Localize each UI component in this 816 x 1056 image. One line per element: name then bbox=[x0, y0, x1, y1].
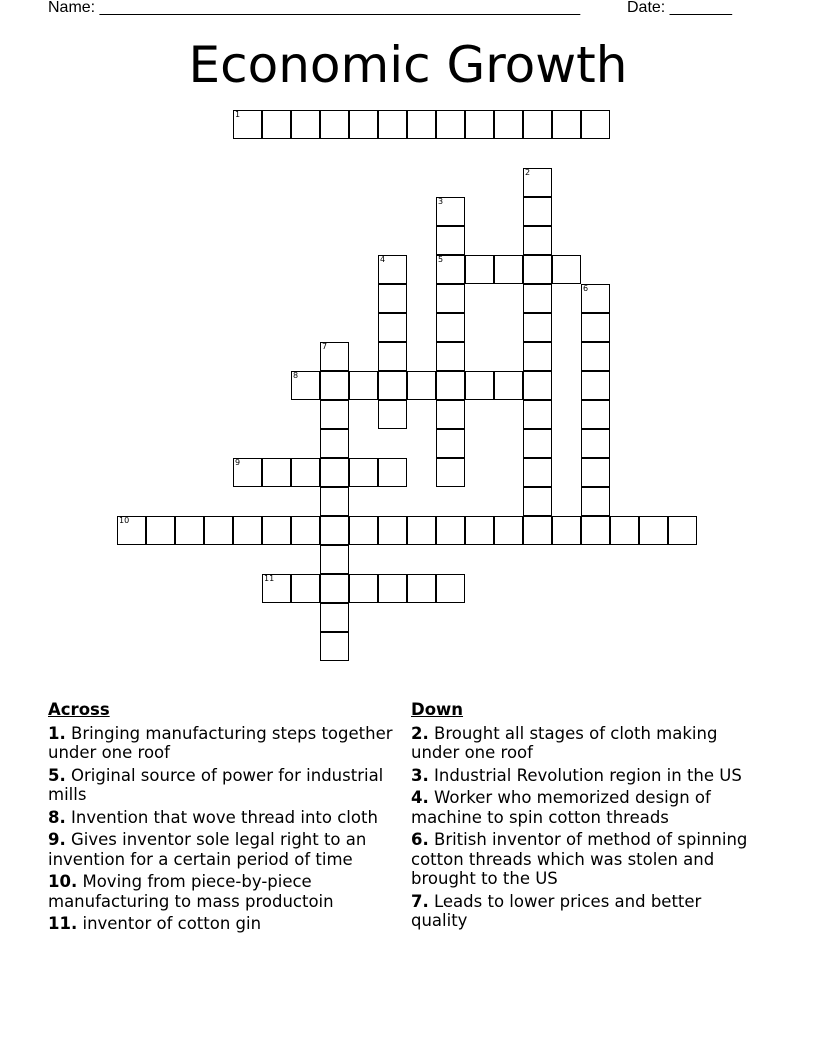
grid-cell[interactable] bbox=[581, 516, 610, 545]
cell-number: 8 bbox=[293, 371, 299, 380]
across-clue bbox=[48, 724, 393, 763]
grid-cell[interactable] bbox=[523, 255, 552, 284]
clue-text: Gives inventor sole legal right to an invention for a certain period of time bbox=[48, 830, 367, 869]
grid-cell[interactable] bbox=[494, 516, 523, 545]
clue-text: Invention that wove thread into cloth bbox=[65, 807, 378, 827]
grid-cell[interactable] bbox=[320, 574, 349, 603]
grid-cell[interactable] bbox=[523, 197, 552, 226]
grid-cell[interactable] bbox=[581, 371, 610, 400]
grid-cell[interactable] bbox=[233, 516, 262, 545]
grid-cell[interactable] bbox=[262, 110, 291, 139]
grid-cell[interactable] bbox=[494, 255, 523, 284]
grid-cell[interactable] bbox=[320, 371, 349, 400]
grid-cell[interactable] bbox=[378, 255, 407, 284]
cell-number: 2 bbox=[525, 168, 531, 177]
grid-cell[interactable] bbox=[581, 400, 610, 429]
grid-cell[interactable] bbox=[523, 110, 552, 139]
grid-cell[interactable] bbox=[523, 168, 552, 197]
cell-number: 1 bbox=[235, 110, 241, 119]
clue-text: Bringing manufacturing steps together under one roof bbox=[48, 723, 393, 762]
grid-cell[interactable] bbox=[523, 342, 552, 371]
grid-cell[interactable] bbox=[291, 516, 320, 545]
grid-cell[interactable] bbox=[320, 110, 349, 139]
down-clues bbox=[411, 700, 756, 934]
grid-cell[interactable] bbox=[523, 458, 552, 487]
down-clue bbox=[411, 788, 756, 827]
grid-cell[interactable] bbox=[581, 487, 610, 516]
grid-cell[interactable] bbox=[378, 400, 407, 429]
across-clues bbox=[48, 700, 393, 937]
grid-cell[interactable] bbox=[581, 313, 610, 342]
down-clue bbox=[411, 830, 756, 889]
cell-number: 10 bbox=[119, 516, 130, 525]
grid-cell[interactable] bbox=[465, 110, 494, 139]
grid-cell[interactable] bbox=[436, 371, 465, 400]
clue-number: 8. bbox=[48, 807, 66, 827]
grid-cell[interactable] bbox=[320, 487, 349, 516]
grid-cell[interactable] bbox=[523, 371, 552, 400]
down-clue bbox=[411, 766, 756, 786]
grid-cell[interactable] bbox=[378, 342, 407, 371]
grid-cell[interactable] bbox=[436, 255, 465, 284]
down-heading: Down bbox=[411, 700, 464, 719]
grid-cell[interactable] bbox=[668, 516, 697, 545]
grid-cell[interactable] bbox=[320, 516, 349, 545]
grid-cell[interactable] bbox=[378, 284, 407, 313]
grid-cell[interactable] bbox=[581, 429, 610, 458]
clue-text: Brought all stages of cloth making under one roof bbox=[411, 723, 718, 762]
grid-cell[interactable] bbox=[494, 110, 523, 139]
clue-number: 3. bbox=[411, 765, 429, 785]
grid-cell[interactable] bbox=[291, 574, 320, 603]
grid-cell[interactable] bbox=[204, 516, 233, 545]
grid-cell[interactable] bbox=[436, 400, 465, 429]
grid-cell[interactable] bbox=[378, 371, 407, 400]
across-clue bbox=[48, 914, 393, 934]
grid-cell[interactable] bbox=[465, 371, 494, 400]
grid-cell[interactable] bbox=[320, 400, 349, 429]
down-clue bbox=[411, 724, 756, 763]
clue-text: Industrial Revolution region in the US bbox=[428, 765, 742, 785]
across-clue bbox=[48, 872, 393, 911]
grid-cell[interactable] bbox=[523, 226, 552, 255]
clue-number: 2. bbox=[411, 723, 429, 743]
grid-cell[interactable] bbox=[581, 342, 610, 371]
clue-number: 1. bbox=[48, 723, 66, 743]
grid-cell[interactable] bbox=[552, 110, 581, 139]
cell-number: 3 bbox=[438, 197, 444, 206]
across-clue bbox=[48, 830, 393, 869]
grid-cell[interactable] bbox=[262, 516, 291, 545]
grid-cell[interactable] bbox=[523, 400, 552, 429]
grid-cell[interactable] bbox=[523, 284, 552, 313]
grid-cell[interactable] bbox=[320, 429, 349, 458]
grid-cell[interactable] bbox=[349, 574, 378, 603]
grid-cell[interactable] bbox=[523, 429, 552, 458]
clue-number: 6. bbox=[411, 830, 429, 849]
grid-cell[interactable] bbox=[436, 110, 465, 139]
clue-text: Original source of power for industrial mills bbox=[48, 765, 384, 804]
cell-number: 4 bbox=[380, 255, 386, 264]
grid-cell[interactable] bbox=[436, 429, 465, 458]
grid-cell[interactable] bbox=[436, 284, 465, 313]
cell-number: 5 bbox=[438, 255, 444, 264]
grid-cell[interactable] bbox=[436, 574, 465, 603]
name-field-line: Name: ______________________________________________________ bbox=[48, 0, 581, 16]
grid-cell[interactable] bbox=[349, 458, 378, 487]
grid-cell[interactable] bbox=[349, 516, 378, 545]
grid-cell[interactable] bbox=[320, 632, 349, 661]
grid-cell[interactable] bbox=[581, 110, 610, 139]
grid-cell[interactable] bbox=[581, 458, 610, 487]
grid-cell[interactable] bbox=[320, 458, 349, 487]
grid-cell[interactable] bbox=[233, 458, 262, 487]
grid-cell[interactable] bbox=[233, 110, 262, 139]
grid-cell[interactable] bbox=[291, 458, 320, 487]
grid-cell[interactable] bbox=[117, 516, 146, 545]
grid-cell[interactable] bbox=[465, 516, 494, 545]
grid-cell[interactable] bbox=[378, 516, 407, 545]
grid-cell[interactable] bbox=[378, 458, 407, 487]
grid-cell[interactable] bbox=[262, 574, 291, 603]
grid-cell[interactable] bbox=[523, 516, 552, 545]
clue-number: 9. bbox=[48, 830, 66, 849]
down-clue bbox=[411, 892, 756, 931]
grid-cell[interactable] bbox=[320, 603, 349, 632]
clue-number: 5. bbox=[48, 765, 66, 785]
clue-number: 11. bbox=[48, 914, 78, 933]
grid-cell[interactable] bbox=[291, 371, 320, 400]
clue-text: inventor of cotton gin bbox=[77, 914, 262, 933]
grid-cell[interactable] bbox=[436, 458, 465, 487]
grid-cell[interactable] bbox=[378, 574, 407, 603]
grid-cell[interactable] bbox=[581, 284, 610, 313]
grid-cell[interactable] bbox=[407, 371, 436, 400]
grid-cell[interactable] bbox=[407, 516, 436, 545]
grid-cell[interactable] bbox=[407, 110, 436, 139]
grid-cell[interactable] bbox=[523, 313, 552, 342]
cell-number: 11 bbox=[264, 574, 275, 583]
grid-cell[interactable] bbox=[291, 110, 320, 139]
grid-cell[interactable] bbox=[465, 255, 494, 284]
cell-number: 7 bbox=[322, 342, 328, 351]
grid-cell[interactable] bbox=[436, 516, 465, 545]
grid-cell[interactable] bbox=[320, 342, 349, 371]
clue-text: Moving from piece-by-piece manufacturing to mass productoin bbox=[48, 872, 334, 911]
grid-cell[interactable] bbox=[175, 516, 204, 545]
grid-cell[interactable] bbox=[378, 110, 407, 139]
clue-text: Worker who memorized design of machine to spin cotton threads bbox=[411, 788, 711, 827]
grid-cell[interactable] bbox=[320, 545, 349, 574]
grid-cell[interactable] bbox=[349, 110, 378, 139]
grid-cell[interactable] bbox=[552, 516, 581, 545]
grid-cell[interactable] bbox=[349, 371, 378, 400]
cell-number: 6 bbox=[583, 284, 589, 293]
clue-text: Leads to lower prices and better quality bbox=[411, 891, 702, 930]
across-clue bbox=[48, 808, 393, 828]
grid-cell[interactable] bbox=[436, 197, 465, 226]
grid-cell[interactable] bbox=[378, 313, 407, 342]
date-field-line: Date: _______ bbox=[627, 0, 732, 16]
grid-cell[interactable] bbox=[436, 226, 465, 255]
clue-text: British inventor of method of spinning cotton threads which was stolen and brought to the US bbox=[411, 830, 748, 888]
grid-cell[interactable] bbox=[610, 516, 639, 545]
grid-cell[interactable] bbox=[494, 371, 523, 400]
clue-number: 4. bbox=[411, 788, 429, 807]
clue-number: 10. bbox=[48, 872, 78, 891]
grid-cell[interactable] bbox=[146, 516, 175, 545]
cell-number: 9 bbox=[235, 458, 241, 467]
across-heading: Across bbox=[48, 700, 110, 719]
grid-cell[interactable] bbox=[523, 487, 552, 516]
grid-cell[interactable] bbox=[639, 516, 668, 545]
grid-cell[interactable] bbox=[436, 313, 465, 342]
puzzle-title: Economic Growth bbox=[188, 36, 628, 94]
grid-cell[interactable] bbox=[552, 255, 581, 284]
grid-cell[interactable] bbox=[436, 342, 465, 371]
grid-cell[interactable] bbox=[262, 458, 291, 487]
grid-cell[interactable] bbox=[407, 574, 436, 603]
clue-number: 7. bbox=[411, 891, 429, 911]
across-clue bbox=[48, 766, 393, 805]
